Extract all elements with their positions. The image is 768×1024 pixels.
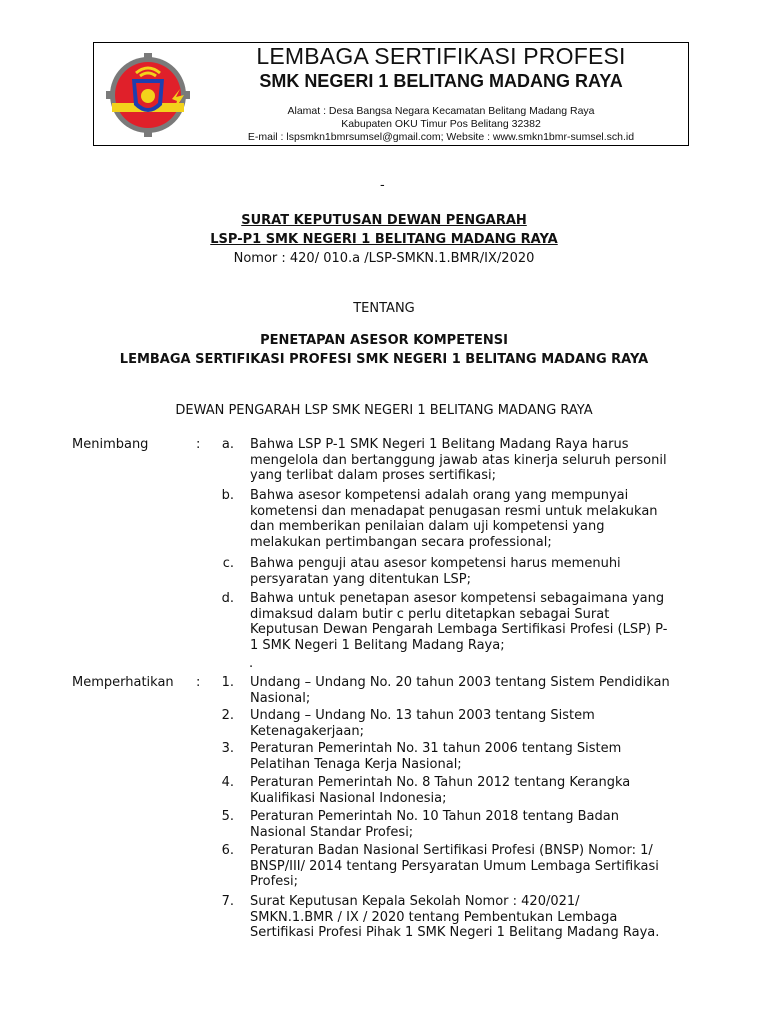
- item-line: Pelatihan Tenaga Kerja Nasional;: [250, 756, 462, 772]
- item-line: melakukan pertimbangan secara professional;: [250, 534, 552, 550]
- separator-dash: -: [380, 178, 385, 193]
- item-line: Sertifikasi Profesi Pihak 1 SMK Negeri 1 Belitang Madang Raya.: [250, 925, 660, 940]
- contact-line: E-mail : lspsmkn1bmrsumsel@gmail.com; Website : www.smkn1bmr-sumsel.sch.id: [247, 131, 635, 143]
- item-line: Surat Keputusan Kepala Sekolah Nomor : 420/021/: [250, 894, 580, 909]
- item-line: Undang – Undang No. 13 tahun 2003 tentang Sistem: [250, 708, 595, 723]
- item-line: Kualifikasi Nasional Indonesia;: [250, 790, 447, 806]
- menimbang-marker-a: a.: [221, 437, 234, 452]
- org-name: LEMBAGA SERTIFIKASI PROFESI: [256, 43, 626, 69]
- decree-title-2: LSP-P1 SMK NEGERI 1 BELITANG MADANG RAYA: [210, 232, 558, 247]
- decree-title-1: SURAT KEPUTUSAN DEWAN PENGARAH: [241, 213, 527, 228]
- item-line: Peraturan Pemerintah No. 8 Tahun 2012 tentang Kerangka: [250, 775, 631, 790]
- item-line: Ketenagakerjaan;: [250, 723, 364, 739]
- subject-line-2: LEMBAGA SERTIFIKASI PROFESI SMK NEGERI 1 BELITANG MADANG RAYA: [119, 352, 649, 367]
- item-line: Peraturan Badan Nasional Sertifikasi Profesi (BNSP) Nomor: 1/: [250, 843, 653, 858]
- menimbang-marker-c: c.: [222, 556, 234, 571]
- item-line: Peraturan Pemerintah No. 31 tahun 2006 tentang Sistem: [250, 741, 622, 756]
- item-line: Bahwa penguji atau asesor kompetensi harus memenuhi: [250, 556, 621, 571]
- memperhatikan-item-2: [250, 708, 694, 739]
- menimbang-item-a: [250, 437, 694, 484]
- item-line: dimaksud dalam butir c perlu ditetapkan sebagai Surat: [250, 606, 610, 622]
- memperhatikan-item-3: [250, 741, 694, 772]
- item-line: 1 SMK Negeri 1 Belitang Madang Raya;: [250, 637, 505, 653]
- memperhatikan-marker-7: 7.: [221, 894, 234, 909]
- menimbang-trailing-dot: .: [249, 656, 254, 671]
- item-line: Bahwa untuk penetapan asesor kompetensi sebagaimana yang: [250, 591, 665, 606]
- menimbang-item-d: [250, 591, 694, 653]
- letterhead: [93, 42, 689, 146]
- board-heading: DEWAN PENGARAH LSP SMK NEGERI 1 BELITANG MADANG RAYA: [175, 403, 593, 418]
- item-line: Nasional Standar Profesi;: [250, 824, 414, 840]
- item-line: Peraturan Pemerintah No. 10 Tahun 2018 tentang Badan: [250, 809, 619, 824]
- memperhatikan-item-6: [250, 843, 694, 890]
- memperhatikan-marker-5: 5.: [221, 809, 234, 824]
- school-name: SMK NEGERI 1 BELITANG MADANG RAYA: [259, 71, 623, 91]
- address-line-1: Alamat : Desa Bangsa Negara Kecamatan Belitang Madang Raya: [287, 105, 595, 117]
- subject-line-1: PENETAPAN ASESOR KOMPETENSI: [260, 333, 508, 348]
- memperhatikan-item-1: [250, 675, 694, 706]
- memperhatikan-label: Memperhatikan: [72, 675, 174, 690]
- memperhatikan-item-4: [250, 775, 694, 806]
- menimbang-item-c: [250, 556, 694, 587]
- memperhatikan-item-5: [250, 809, 694, 840]
- memperhatikan-colon: :: [196, 675, 201, 690]
- memperhatikan-item-7: [250, 894, 694, 941]
- memperhatikan-marker-4: 4.: [221, 775, 234, 790]
- item-line: BNSP/III/ 2014 tentang Persyaratan Umum Lembaga Sertifikasi: [250, 858, 659, 874]
- school-logo: [106, 53, 190, 137]
- address-line-2: Kabupaten OKU Timur Pos Belitang 32382: [341, 118, 541, 130]
- item-line: persyaratan yang ditentukan LSP;: [250, 571, 471, 587]
- menimbang-marker-d: d.: [221, 591, 234, 606]
- memperhatikan-marker-1: 1.: [221, 675, 234, 690]
- item-line: Bahwa LSP P-1 SMK Negeri 1 Belitang Madang Raya harus: [250, 437, 629, 452]
- menimbang-item-b: [250, 488, 694, 550]
- menimbang-marker-b: b.: [221, 488, 234, 503]
- memperhatikan-marker-2: 2.: [221, 708, 234, 723]
- item-line: Profesi;: [250, 874, 298, 889]
- memperhatikan-marker-6: 6.: [221, 843, 234, 858]
- item-line: SMKN.1.BMR / IX / 2020 tentang Pembentukan Lembaga: [250, 909, 618, 925]
- menimbang-label: Menimbang: [72, 437, 149, 452]
- item-line: mengelola dan bertanggung jawab atas kinerja seluruh personil: [250, 452, 667, 468]
- menimbang-colon: :: [196, 437, 201, 452]
- item-line: Undang – Undang No. 20 tahun 2003 tentang Sistem Pendidikan: [250, 675, 670, 690]
- memperhatikan-marker-3: 3.: [221, 741, 234, 756]
- item-line: yang terlibat dalam proses sertifikasi;: [250, 468, 496, 483]
- item-line: kometensi dan menadapat penugasan resmi untuk melakukan: [250, 503, 658, 519]
- item-line: dan memberikan penilaian dalam uji kompetensi yang: [250, 519, 605, 534]
- item-line: Bahwa asesor kompetensi adalah orang yang mempunyai: [250, 488, 629, 503]
- item-line: Keputusan Dewan Pengarah Lembaga Sertifikasi Profesi (LSP) P-: [250, 622, 668, 637]
- decree-number: Nomor : 420/ 010.a /LSP-SMKN.1.BMR/IX/2020: [233, 251, 535, 266]
- tentang-heading: TENTANG: [353, 301, 415, 316]
- item-line: Nasional;: [250, 690, 311, 706]
